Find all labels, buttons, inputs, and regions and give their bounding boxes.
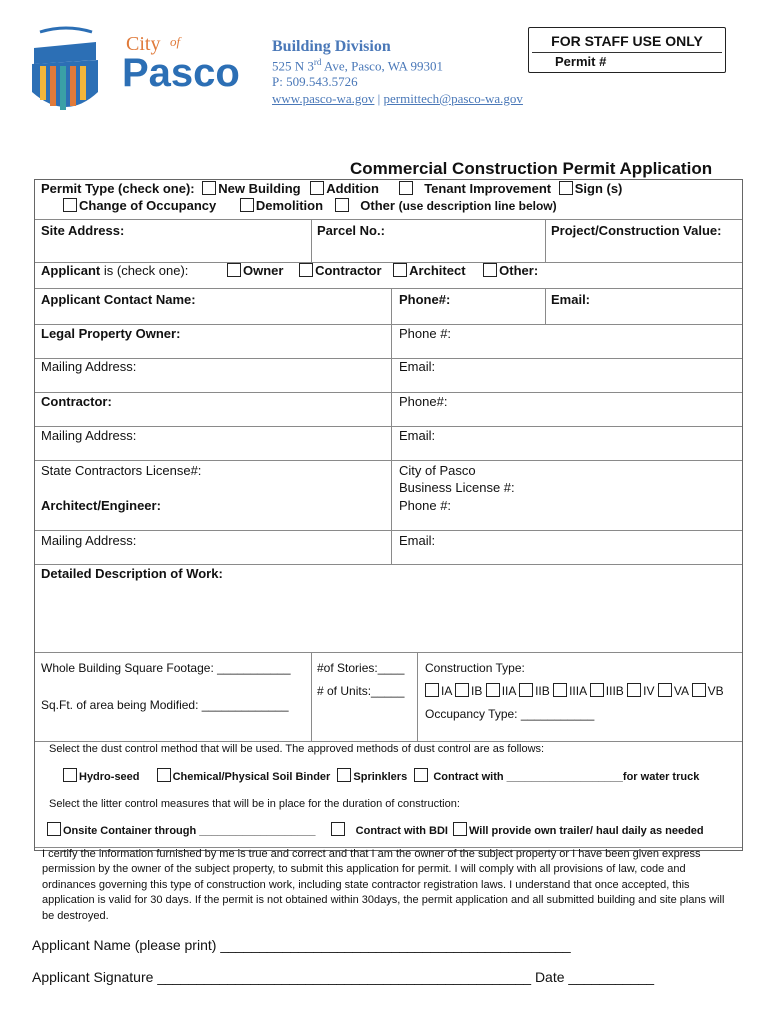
applicant-phone-label: Phone#: (399, 292, 451, 307)
architect-mailing-label: Mailing Address: (41, 533, 137, 548)
project-value-label: Project/Construction Value: (551, 223, 722, 238)
type-vb-label: VB (707, 684, 724, 698)
new-building-checkbox[interactable] (202, 181, 216, 195)
type-iv-label: IV (643, 684, 655, 698)
type-iiia-label: IIIA (569, 684, 587, 698)
applicant-label: Applicant (41, 263, 101, 278)
units-label: # of Units:_____ (317, 684, 405, 698)
hydro-seed-checkbox[interactable] (63, 768, 77, 782)
dust-intro: Select the dust control method that will be used. The approved methods of dust control are as follows: (49, 743, 545, 755)
type-iv-checkbox[interactable] (627, 683, 641, 697)
own-trailer-checkbox[interactable] (453, 822, 467, 836)
contractor-option-label: Contractor (315, 263, 382, 278)
type-va-checkbox[interactable] (658, 683, 672, 697)
link-separator: | (377, 91, 381, 106)
staff-divider (532, 52, 722, 53)
change-of-occupancy-label: Change of Occupancy (79, 198, 217, 213)
divider (35, 460, 742, 461)
bdi-label: Contract with BDI (355, 825, 448, 837)
litter-intro: Select the litter control measures that will be in place for the duration of construction: (49, 798, 460, 810)
onsite-container-label: Onsite Container through (63, 825, 197, 837)
divider (35, 652, 742, 653)
modified-sqft-label: Sq.Ft. of area being Modified: _____________ (41, 698, 289, 712)
type-ib-label: IB (471, 684, 483, 698)
litter-options (47, 822, 704, 837)
tenant-improvement-checkbox[interactable] (399, 181, 413, 195)
sign-checkbox[interactable] (559, 181, 573, 195)
other-applicant-label: Other: (499, 263, 539, 278)
owner-mailing-label: Mailing Address: (41, 359, 137, 374)
staff-use-box (528, 27, 726, 73)
water-truck-label: for water truck (622, 771, 700, 783)
applicant-name-blank[interactable]: _____________________________________________ (220, 937, 571, 953)
dust-options (63, 768, 699, 783)
soil-binder-label: Chemical/Physical Soil Binder (172, 771, 331, 783)
hydro-seed-label: Hydro-seed (79, 771, 140, 783)
tenant-improvement-label: Tenant Improvement (424, 181, 552, 196)
divider (35, 358, 742, 359)
svg-text:City: City (126, 33, 161, 55)
svg-text:of: of (170, 34, 181, 49)
divider (35, 530, 742, 531)
city-license-line1: City of Pasco (399, 463, 476, 478)
onsite-container-blank[interactable]: ___________________ (199, 825, 316, 837)
new-building-label: New Building (218, 181, 301, 196)
type-iiib-checkbox[interactable] (590, 683, 604, 697)
other-permit-checkbox[interactable] (335, 198, 349, 212)
site-address-label: Site Address: (41, 223, 125, 238)
type-ia-checkbox[interactable] (425, 683, 439, 697)
divider (35, 219, 742, 220)
architect-phone-label: Phone #: (399, 498, 452, 513)
divider (35, 426, 742, 427)
onsite-container-checkbox[interactable] (47, 822, 61, 836)
architect-checkbox[interactable] (393, 263, 407, 277)
applicant-name-label: Applicant Name (please print) (32, 937, 217, 953)
change-of-occupancy-checkbox[interactable] (63, 198, 77, 212)
type-iiia-checkbox[interactable] (553, 683, 567, 697)
bdi-checkbox[interactable] (331, 822, 345, 836)
certification-text: I certify the information furnished by me is true and correct and that I am the owner of the subject property or I have been given express permission by the owner of the subject property, to submit this application for permit. I will comply with all provisions of law, code and ordinances governing this type of construction work, including state contractor registration laws. I understand that once accepted, this application is valid for 30 days. If the permit is not obtained within 30days, the permit application and all submitted building and site plans will be destroyed. (42, 848, 725, 922)
architect-email-label: Email: (399, 533, 436, 548)
own-trailer-label: Will provide own trailer/ haul daily as needed (469, 825, 704, 837)
description-label: Detailed Description of Work: (41, 566, 223, 581)
date-label: Date (534, 969, 565, 985)
soil-binder-checkbox[interactable] (157, 768, 171, 782)
stories-label: #of Stories:____ (317, 661, 405, 675)
divider (35, 741, 742, 742)
demolition-checkbox[interactable] (240, 198, 254, 212)
division-links (272, 91, 523, 107)
divider (35, 324, 742, 325)
type-iiib-label: IIIB (605, 684, 624, 698)
applicant-email-label: Email: (551, 292, 591, 307)
division-phone: P: 509.543.5726 (272, 74, 358, 89)
divider (35, 392, 742, 393)
other-applicant-checkbox[interactable] (483, 263, 497, 277)
website-link[interactable]: www.pasco-wa.gov (272, 91, 375, 106)
contractor-license-label: State Contractors License#: (41, 463, 202, 478)
occupancy-type-label: Occupancy Type: ___________ (425, 707, 595, 721)
contractor-checkbox[interactable] (299, 263, 313, 277)
contractor-mailing-label: Mailing Address: (41, 428, 137, 443)
divider (545, 219, 546, 262)
divider (391, 288, 392, 564)
divider (35, 564, 742, 565)
contractor-phone-label: Phone#: (399, 394, 448, 409)
architect-option-label: Architect (409, 263, 466, 278)
other-permit-note: (use description line below) (398, 199, 557, 213)
addition-label: Addition (326, 181, 379, 196)
divider (35, 288, 742, 289)
email-link[interactable]: permittech@pasco-wa.gov (383, 91, 523, 106)
construction-type-options (425, 683, 724, 698)
staff-permit-label: Permit # (555, 54, 607, 69)
type-iia-checkbox[interactable] (486, 683, 500, 697)
contact-name-label: Applicant Contact Name: (41, 292, 196, 307)
owner-label: Owner (243, 263, 284, 278)
form-title: Commercial Construction Permit Application (350, 159, 713, 178)
owner-checkbox[interactable] (227, 263, 241, 277)
date-blank[interactable]: ___________ (568, 969, 655, 985)
application-form (34, 179, 743, 851)
contractor-email-label: Email: (399, 428, 436, 443)
applicant-signature-label: Applicant Signature (32, 969, 154, 985)
other-permit-label: Other (360, 198, 395, 213)
city-license-line2: Business License #: (399, 480, 515, 495)
sprinklers-checkbox[interactable] (337, 768, 351, 782)
legal-owner-label: Legal Property Owner: (41, 326, 181, 341)
divider (417, 652, 418, 741)
divider (545, 288, 546, 324)
type-iia-label: IIA (501, 684, 516, 698)
whole-sqft-label: Whole Building Square Footage: ___________ (41, 661, 291, 675)
demolition-label: Demolition (255, 198, 324, 213)
contractor-label: Contractor: (41, 394, 112, 409)
division-title: Building Division (272, 38, 391, 55)
contract-with-blank[interactable]: ___________________ (506, 771, 623, 783)
permit-type-label: Permit Type (check one): (41, 181, 195, 196)
sprinklers-label: Sprinklers (353, 771, 408, 783)
divider (311, 219, 312, 262)
applicant-signature-line (32, 969, 654, 985)
applicant-name-line (32, 937, 571, 953)
contract-with-label: Contract with (433, 771, 504, 783)
applicant-signature-blank[interactable]: ________________________________________________ (157, 969, 532, 985)
type-vb-checkbox[interactable] (692, 683, 706, 697)
type-iib-label: IIB (535, 684, 550, 698)
type-iib-checkbox[interactable] (519, 683, 533, 697)
type-ib-checkbox[interactable] (455, 683, 469, 697)
divider (311, 652, 312, 741)
sign-label: Sign (s) (574, 181, 623, 196)
staff-use-title: FOR STAFF USE ONLY (551, 33, 703, 49)
owner-phone-label: Phone #: (399, 326, 452, 341)
parcel-no-label: Parcel No.: (317, 223, 385, 238)
city-of-pasco-logo (26, 26, 266, 116)
water-truck-contract-checkbox[interactable] (414, 768, 428, 782)
architect-label: Architect/Engineer: (41, 498, 161, 513)
division-address: 525 N 3rd Ave, Pasco, WA 99301 (272, 57, 443, 74)
svg-text:Pasco: Pasco (122, 51, 240, 95)
type-va-label: VA (673, 684, 689, 698)
owner-email-label: Email: (399, 359, 436, 374)
applicant-is-label: is (check one): (103, 263, 189, 278)
construction-type-label: Construction Type: (425, 661, 525, 675)
addition-checkbox[interactable] (310, 181, 324, 195)
type-ia-label: IA (441, 684, 452, 698)
